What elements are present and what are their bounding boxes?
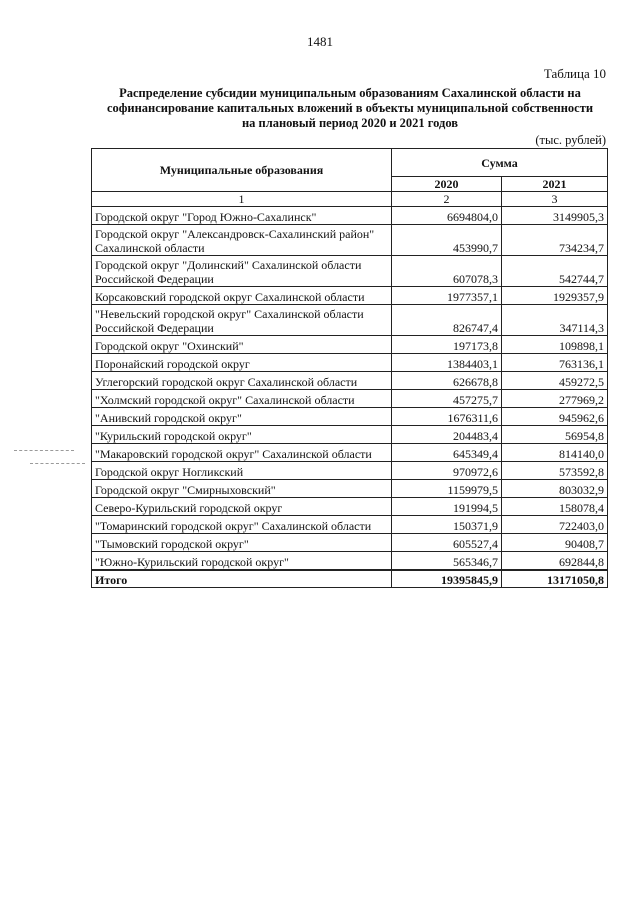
title-line-2: софинансирование капитальных вложений в объекты муниципальной собственности [106, 101, 594, 115]
amount-2021: 945962,6 [502, 408, 608, 426]
table-row [92, 354, 608, 372]
municipality-name: "Южно-Курильский городской округ" [92, 552, 392, 571]
amount-2020: 1676311,6 [392, 408, 502, 426]
header-year-2020: 2020 [392, 177, 502, 192]
amount-2020: 645349,4 [392, 444, 502, 462]
municipality-name: "Тымовский городской округ" [92, 534, 392, 552]
total-row [92, 570, 608, 588]
scan-artifact [30, 463, 85, 464]
table-row [92, 408, 608, 426]
title-line-1: Распределение субсидии муниципальным образованиям Сахалинской области на [119, 86, 581, 100]
amount-2021: 56954,8 [502, 426, 608, 444]
amount-2021: 1929357,9 [502, 287, 608, 305]
table-row [92, 534, 608, 552]
amount-2020: 150371,9 [392, 516, 502, 534]
amount-2020: 607078,3 [392, 256, 502, 287]
amount-2020: 1977357,1 [392, 287, 502, 305]
column-number-2: 2 [392, 192, 502, 207]
table-row [92, 498, 608, 516]
table-row [92, 336, 608, 354]
total-2020: 19395845,9 [392, 570, 502, 588]
amount-2021: 277969,2 [502, 390, 608, 408]
amount-2021: 803032,9 [502, 480, 608, 498]
table-row [92, 516, 608, 534]
municipality-name: "Макаровский городской округ" Сахалинской области [92, 444, 392, 462]
amount-2020: 191994,5 [392, 498, 502, 516]
municipality-name: "Холмский городской округ" Сахалинской области [92, 390, 392, 408]
column-number-1: 1 [92, 192, 392, 207]
amount-2021: 573592,8 [502, 462, 608, 480]
table-row [92, 372, 608, 390]
subsidy-table [91, 148, 608, 588]
table-row [92, 552, 608, 571]
table-row [92, 256, 608, 287]
amount-2020: 1384403,1 [392, 354, 502, 372]
municipality-name: Городской округ Ногликский [92, 462, 392, 480]
amount-2020: 204483,4 [392, 426, 502, 444]
amount-2021: 763136,1 [502, 354, 608, 372]
amount-2021: 692844,8 [502, 552, 608, 571]
amount-2021: 90408,7 [502, 534, 608, 552]
amount-2021: 158078,4 [502, 498, 608, 516]
amount-2021: 109898,1 [502, 336, 608, 354]
municipality-name: Городской округ "Долинский" Сахалинской области Российской Федерации [92, 256, 392, 287]
amount-2021: 459272,5 [502, 372, 608, 390]
total-2021: 13171050,8 [502, 570, 608, 588]
table-label: Таблица 10 [543, 66, 606, 81]
total-label: Итого [92, 570, 392, 588]
table-row [92, 287, 608, 305]
municipality-name: Городской округ "Александровск-Сахалинский район" Сахалинской области [92, 225, 392, 256]
title-line-3: на плановый период 2020 и 2021 годов [241, 116, 459, 130]
document-title [90, 86, 610, 131]
amount-2021: 542744,7 [502, 256, 608, 287]
amount-2021: 814140,0 [502, 444, 608, 462]
units-label: (тыс. рублей) [535, 133, 606, 147]
table-row [92, 426, 608, 444]
amount-2020: 826747,4 [392, 305, 502, 336]
column-number-row [92, 192, 608, 207]
amount-2021: 3149905,3 [502, 207, 608, 225]
municipality-name: Углегорский городской округ Сахалинской области [92, 372, 392, 390]
table-row [92, 390, 608, 408]
municipality-name: "Невельский городской округ" Сахалинской области Российской Федерации [92, 305, 392, 336]
scan-artifact [14, 450, 74, 451]
amount-2020: 1159979,5 [392, 480, 502, 498]
page-number: 1481 [307, 34, 333, 49]
header-municipalities: Муниципальные образования [92, 149, 392, 192]
amount-2020: 970972,6 [392, 462, 502, 480]
municipality-name: Северо-Курильский городской округ [92, 498, 392, 516]
table-row [92, 444, 608, 462]
amount-2020: 197173,8 [392, 336, 502, 354]
amount-2021: 347114,3 [502, 305, 608, 336]
municipality-name: "Курильский городской округ" [92, 426, 392, 444]
table-row [92, 462, 608, 480]
amount-2021: 722403,0 [502, 516, 608, 534]
municipality-name: Поронайский городской округ [92, 354, 392, 372]
amount-2020: 457275,7 [392, 390, 502, 408]
amount-2020: 453990,7 [392, 225, 502, 256]
header-year-2021: 2021 [502, 177, 608, 192]
municipality-name: "Анивский городской округ" [92, 408, 392, 426]
amount-2021: 734234,7 [502, 225, 608, 256]
table-row [92, 480, 608, 498]
municipality-name: Городской округ "Город Южно-Сахалинск" [92, 207, 392, 225]
table-row [92, 207, 608, 225]
municipality-name: Корсаковский городской округ Сахалинской области [92, 287, 392, 305]
municipality-name: Городской округ "Смирныховский" [92, 480, 392, 498]
table-row [92, 305, 608, 336]
municipality-name: "Томаринский городской округ" Сахалинской области [92, 516, 392, 534]
amount-2020: 605527,4 [392, 534, 502, 552]
amount-2020: 626678,8 [392, 372, 502, 390]
table-row [92, 225, 608, 256]
municipality-name: Городской округ "Охинский" [92, 336, 392, 354]
amount-2020: 6694804,0 [392, 207, 502, 225]
column-number-3: 3 [502, 192, 608, 207]
header-sum: Сумма [392, 149, 608, 177]
amount-2020: 565346,7 [392, 552, 502, 571]
table-body [92, 192, 608, 588]
